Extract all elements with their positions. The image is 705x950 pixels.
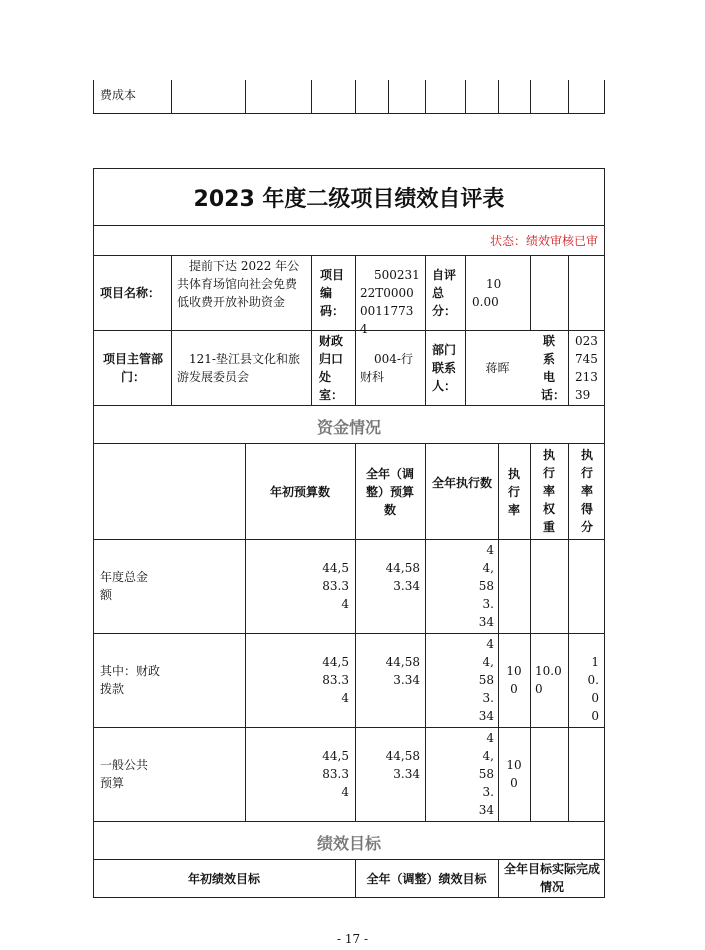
self-score-value: 100.00 <box>472 277 502 309</box>
funds-section-title: 资金情况 <box>316 418 381 437</box>
col-divider <box>425 443 426 821</box>
project-code-label: 项目编码： <box>320 268 345 318</box>
fragment-divider <box>498 80 499 114</box>
dept-label: 项目主管部门： <box>103 352 164 384</box>
phone-value: 02374521339 <box>575 334 598 402</box>
fragment-divider <box>425 80 426 114</box>
project-name-label: 项目名称： <box>100 286 161 300</box>
fragment-divider <box>388 80 389 114</box>
rate-weight-value: 10.00 <box>535 664 562 696</box>
fragment-divider <box>171 80 172 114</box>
execution-rate-value: 100 <box>506 664 522 696</box>
row-label: 其中：财政拨款 <box>100 664 161 696</box>
fragment-label: 费成本 <box>100 88 137 102</box>
col-divider <box>355 443 356 821</box>
executed-value: 44,583.34 <box>478 543 494 629</box>
row-divider <box>93 330 605 331</box>
goals-section-title: 绩效目标 <box>316 834 381 853</box>
initial-budget-value: 44,583.34 <box>322 655 349 705</box>
goals-header-actual: 全年目标实际完成情况 <box>503 862 600 894</box>
evaluation-table <box>93 168 605 898</box>
goals-header-initial: 年初绩效目标 <box>187 872 260 886</box>
fragment-divider <box>465 80 466 114</box>
finance-office-label: 财政归口处室： <box>319 334 344 402</box>
col-divider <box>530 255 531 330</box>
project-code-value: 50023122T000000117734 <box>360 268 420 336</box>
header-executed: 全年执行数 <box>431 476 492 490</box>
execution-rate-value: 100 <box>506 758 522 790</box>
header-adjusted-budget: 全年（调整）预算数 <box>365 467 414 517</box>
col-divider <box>498 859 499 898</box>
form-title: 2023 年度二级项目绩效自评表 <box>193 187 505 212</box>
dept-value: 121-垫江县文化和旅游发展委员会 <box>177 352 300 384</box>
row-divider <box>93 633 605 634</box>
row-divider <box>93 727 605 728</box>
executed-value: 44,583.34 <box>478 731 494 817</box>
header-rate-weight: 执行率权重 <box>542 448 555 534</box>
row-divider <box>93 443 605 444</box>
fragment-divider <box>568 80 569 114</box>
rate-score-value: 10.00 <box>587 655 599 723</box>
row-divider <box>93 821 605 822</box>
page-number: - 17 - <box>336 932 368 946</box>
project-name-value: 提前下达 2022 年公共体育场馆向社会免费低收费开放补助资金 <box>177 259 300 309</box>
adjusted-budget-value: 44,583.34 <box>385 655 420 687</box>
goals-header-adjusted: 全年（调整）绩效目标 <box>366 872 487 886</box>
row-divider <box>93 225 605 226</box>
fragment-divider <box>530 80 531 114</box>
previous-table-fragment <box>93 80 605 114</box>
row-label: 年度总金额 <box>100 570 149 602</box>
fragment-divider <box>245 80 246 114</box>
col-divider <box>530 443 531 821</box>
contact-value: 蒋晖 <box>485 361 510 375</box>
self-score-label: 自评总分： <box>432 268 457 318</box>
row-divider <box>93 405 605 406</box>
executed-value: 44,583.34 <box>478 637 494 723</box>
header-rate-score: 执行率得分 <box>580 448 593 534</box>
row-divider <box>93 255 605 256</box>
col-divider <box>568 443 569 821</box>
row-label: 一般公共预算 <box>100 758 149 790</box>
adjusted-budget-value: 44,583.34 <box>385 561 420 593</box>
fragment-divider <box>355 80 356 114</box>
finance-office-value: 004-行财科 <box>360 352 413 384</box>
header-initial-budget: 年初预算数 <box>269 485 330 499</box>
initial-budget-value: 44,583.34 <box>322 749 349 799</box>
phone-label: 联系电话： <box>541 334 566 402</box>
adjusted-budget-value: 44,583.34 <box>385 749 420 781</box>
header-execution-rate: 执行率 <box>507 467 520 517</box>
initial-budget-value: 44,583.34 <box>322 561 349 611</box>
col-divider <box>498 443 499 821</box>
row-divider <box>93 539 605 540</box>
status-text: 状态：绩效审核已审 <box>489 234 598 248</box>
contact-label: 部门联系人： <box>432 343 457 393</box>
fragment-divider <box>311 80 312 114</box>
